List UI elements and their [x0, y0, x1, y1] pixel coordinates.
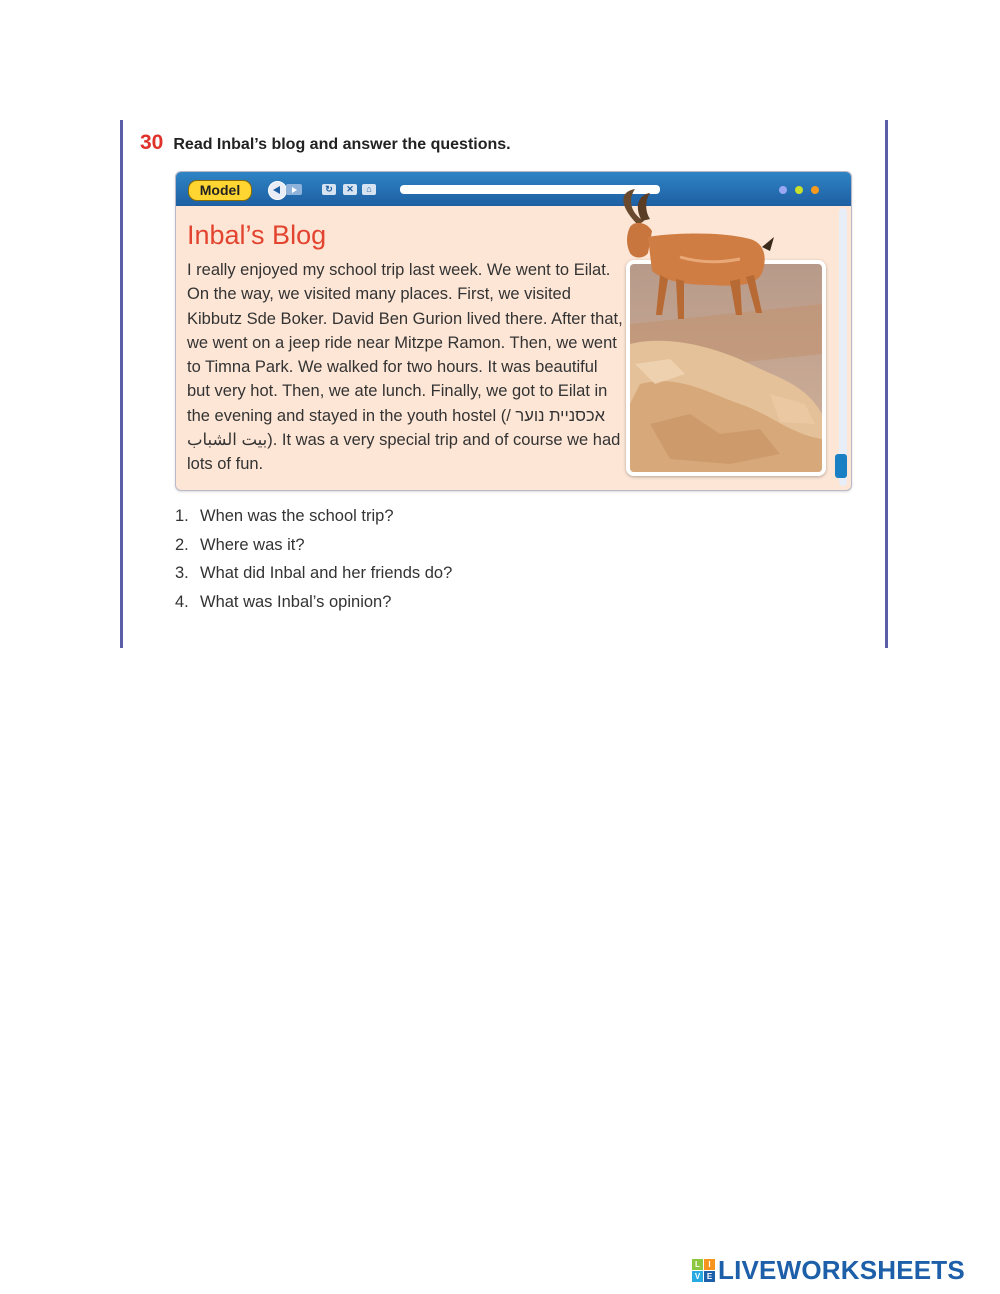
blog-text: I really enjoyed my school trip last week. We went to Eilat. On the way, we visited many places. First, we visited Kibbutz Sde Boker. David Ben Gurion lived there. After that, we went on a jeep ride near Mitzpe Ramon. Then, we went to Timna Park. We walked for two hours. It was beautiful but very hot. Then, we ate lunch. Finally, we got to Eilat in the evening and stayed in the youth hostel (אכסניית נוער / بيت الشباب). It was a very special trip and of course we had lots of fun.	[187, 261, 623, 474]
home-icon[interactable]: ⌂	[362, 184, 376, 195]
question-text: What was Inbal’s opinion?	[200, 592, 392, 611]
question-list	[175, 507, 452, 621]
window-dot-green	[795, 186, 803, 194]
ibex-illustration	[590, 187, 780, 337]
question-item	[175, 564, 452, 593]
question-item	[175, 593, 452, 622]
question-number: 2.	[175, 535, 189, 554]
blog-title: Inbal’s Blog	[187, 220, 327, 250]
logo-block: I	[704, 1259, 715, 1270]
scroll-thumb[interactable]	[835, 454, 847, 478]
back-icon[interactable]	[268, 181, 287, 200]
logo-block: E	[704, 1271, 715, 1282]
logo-blocks-icon	[692, 1259, 715, 1282]
liveworksheets-logo	[692, 1255, 965, 1286]
question-number: 4.	[175, 592, 189, 611]
exercise-instruction: Read Inbal’s blog and answer the questions.	[173, 136, 511, 153]
question-item	[175, 536, 452, 565]
close-icon[interactable]: ✕	[343, 184, 357, 195]
window-dot-blue	[779, 186, 787, 194]
question-item	[175, 507, 452, 536]
question-text: What did Inbal and her friends do?	[200, 564, 453, 582]
forward-icon[interactable]	[286, 184, 302, 195]
exercise-number: 30	[140, 131, 164, 154]
logo-block: V	[692, 1271, 703, 1282]
window-dot-orange	[811, 186, 819, 194]
scroll-track[interactable]	[839, 208, 847, 486]
question-text: When was the school trip?	[200, 507, 394, 525]
refresh-icon[interactable]: ↻	[322, 184, 336, 195]
question-text: Where was it?	[200, 535, 305, 554]
question-number: 3.	[175, 564, 189, 582]
logo-text: LIVEWORKSHEETS	[718, 1255, 965, 1285]
model-button[interactable]: Model	[188, 180, 252, 201]
logo-block: L	[692, 1259, 703, 1270]
exercise-header	[140, 131, 511, 155]
question-number: 1.	[175, 507, 189, 525]
